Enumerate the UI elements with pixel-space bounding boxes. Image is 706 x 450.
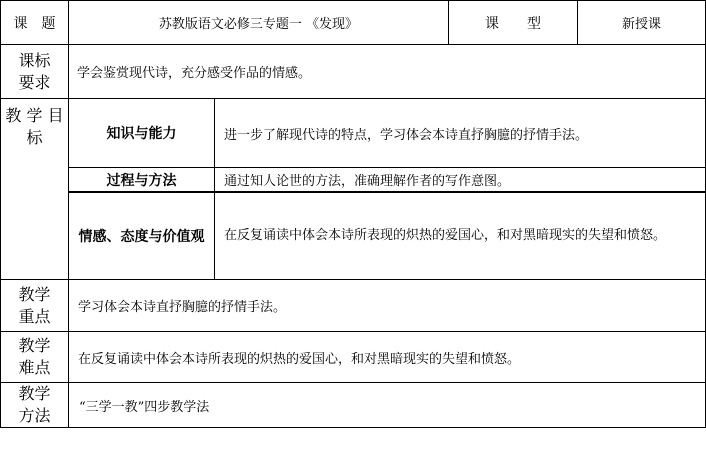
difficulty-text-value: 在反复诵读中体会本诗所表现的炽热的爱国心，和对黑暗现实的失望和愤怒。 [78,351,521,367]
label-key-point [0,279,69,332]
difficulty-text [68,331,706,383]
label-objectives-char3: 目 [47,106,64,125]
label-objectives-char2: 学 [26,106,43,125]
label-difficulty [0,331,69,383]
label-objectives-char1: 教 [5,106,22,125]
lesson-title-text: 苏教版语文必修三专题一 《发现》 [158,17,359,32]
objective-name-process [68,167,215,192]
objective-name-emotion [68,191,215,280]
label-difficulty-line1: 教学 [18,336,51,355]
label-standards-line2: 要求 [18,72,51,92]
label-objectives-char4: 标 [26,128,43,147]
objective-text-emotion-value: 在反复诵读中体会本诗所表现的炽热的爱国心，和对黑暗现实的失望和愤怒。 [224,228,667,243]
method-text-value: “三学一教”四步教学法 [79,399,210,415]
objective-name-process-text: 过程与方法 [106,172,177,189]
lesson-type-text: 新授课 [621,17,661,32]
label-method [0,382,69,428]
label-key-point-line2: 重点 [18,306,51,326]
key-point-text [68,279,706,332]
label-objectives [0,98,69,280]
label-difficulty-line2: 难点 [18,358,51,377]
label-lesson-title-text: 课 题 [13,15,56,32]
label-lesson-type-text: 课 型 [485,15,541,32]
label-lesson-title [0,0,69,45]
objective-name-knowledge-text: 知识与能力 [106,126,177,142]
objective-text-process [214,167,706,192]
objective-text-process-value: 通过知人论世的方法，准确理解作者的写作意图。 [224,174,511,189]
objective-name-knowledge [68,98,215,168]
objective-text-knowledge [214,98,706,168]
label-key-point-line1: 教学 [18,284,51,304]
objective-text-emotion [214,191,706,280]
objective-text-knowledge-value: 进一步了解现代诗的特点，学习体会本诗直抒胸臆的抒情手法。 [224,127,589,143]
objective-name-emotion-text: 情感、态度与价值观 [78,229,205,245]
standards-text-value: 学会鉴赏现代诗，充分感受作品的情感。 [77,66,312,81]
method-text [68,382,706,428]
label-lesson-type [448,0,578,45]
standards-text [68,44,706,99]
lesson-title [68,0,449,45]
label-method-line2: 方法 [18,406,51,425]
label-standards [0,44,69,99]
label-method-line1: 教学 [18,384,51,403]
key-point-text-value: 学习体会本诗直抒胸臆的抒情手法。 [78,300,287,315]
lesson-type [577,0,706,45]
label-standards-line1: 课标 [18,50,51,70]
